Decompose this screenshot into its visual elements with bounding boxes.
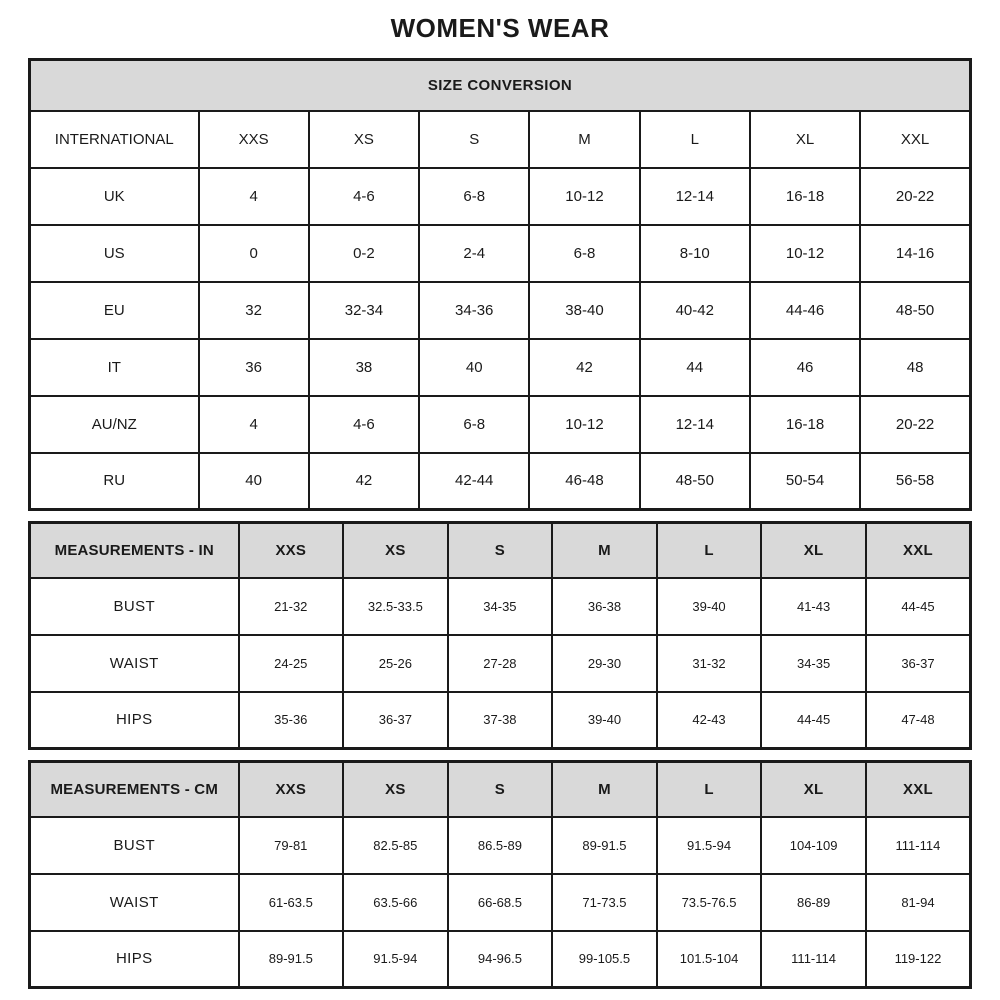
value-cell: 4-6 [309,168,419,225]
size-column-header: XL [761,523,866,578]
page-title: WOMEN'S WEAR [390,13,610,43]
value-cell: 42 [529,339,639,396]
value-cell: 46-48 [529,453,639,510]
size-column-header: XXS [199,111,309,168]
size-column-header: L [657,762,762,817]
value-cell: 89-91.5 [552,817,657,874]
table-row [30,874,971,931]
size-column-header: S [448,762,553,817]
size-column-header: XXS [239,523,344,578]
value-cell: 48-50 [640,453,750,510]
value-cell: 36-38 [552,578,657,635]
value-cell: 44-45 [761,692,866,749]
row-label: HIPS [30,692,239,749]
measurements-cm-header-row [30,762,971,817]
row-label: WAIST [30,635,239,692]
table-row [30,396,971,453]
row-label: UK [30,168,199,225]
value-cell: 48 [860,339,970,396]
value-cell: 36-37 [866,635,971,692]
value-cell: 91.5-94 [657,817,762,874]
value-cell: 86.5-89 [448,817,553,874]
table-row [30,931,971,988]
value-cell: 20-22 [860,396,970,453]
value-cell: 41-43 [761,578,866,635]
value-cell: 29-30 [552,635,657,692]
size-column-header: XXS [239,762,344,817]
size-column-header: XS [309,111,419,168]
size-column-header: XXL [860,111,970,168]
value-cell: 73.5-76.5 [657,874,762,931]
size-column-header: XXL [866,523,971,578]
value-cell: 63.5-66 [343,874,448,931]
value-cell: 42-43 [657,692,762,749]
value-cell: 4 [199,396,309,453]
size-column-header: M [552,523,657,578]
table-row [30,168,971,225]
value-cell: 12-14 [640,168,750,225]
value-cell: 20-22 [860,168,970,225]
value-cell: 79-81 [239,817,344,874]
value-cell: 44 [640,339,750,396]
size-column-header: XL [761,762,866,817]
value-cell: 32.5-33.5 [343,578,448,635]
value-cell: 86-89 [761,874,866,931]
value-cell: 38-40 [529,282,639,339]
value-cell: 36-37 [343,692,448,749]
value-cell: 0-2 [309,225,419,282]
value-cell: 40 [419,339,529,396]
value-cell: 32 [199,282,309,339]
size-column-header: M [552,762,657,817]
value-cell: 56-58 [860,453,970,510]
value-cell: 81-94 [866,874,971,931]
table-row [30,453,971,510]
size-column-header: XS [343,762,448,817]
value-cell: 36 [199,339,309,396]
size-column-header: L [657,523,762,578]
row-label-header: INTERNATIONAL [30,111,199,168]
value-cell: 46 [750,339,860,396]
value-cell: 101.5-104 [657,931,762,988]
measurements-in-table [28,521,972,750]
row-label: BUST [30,817,239,874]
value-cell: 27-28 [448,635,553,692]
value-cell: 34-35 [761,635,866,692]
size-column-header: XXL [866,762,971,817]
size-conversion-title-row [30,60,971,111]
value-cell: 21-32 [239,578,344,635]
size-column-header: XL [750,111,860,168]
row-label: WAIST [30,874,239,931]
value-cell: 66-68.5 [448,874,553,931]
value-cell: 89-91.5 [239,931,344,988]
value-cell: 44-46 [750,282,860,339]
value-cell: 35-36 [239,692,344,749]
table-row [30,282,971,339]
measurements-title: MEASUREMENTS - IN [30,523,239,578]
value-cell: 91.5-94 [343,931,448,988]
value-cell: 104-109 [761,817,866,874]
value-cell: 37-38 [448,692,553,749]
value-cell: 111-114 [761,931,866,988]
value-cell: 71-73.5 [552,874,657,931]
table-row [30,635,971,692]
value-cell: 42-44 [419,453,529,510]
size-column-header: S [448,523,553,578]
row-label: US [30,225,199,282]
table-row [30,225,971,282]
value-cell: 34-35 [448,578,553,635]
value-cell: 0 [199,225,309,282]
value-cell: 48-50 [860,282,970,339]
size-conversion-table [28,58,972,511]
value-cell: 10-12 [750,225,860,282]
value-cell: 32-34 [309,282,419,339]
measurements-cm-table [28,760,972,989]
value-cell: 12-14 [640,396,750,453]
value-cell: 6-8 [419,168,529,225]
value-cell: 6-8 [419,396,529,453]
value-cell: 6-8 [529,225,639,282]
table-row [30,692,971,749]
value-cell: 4-6 [309,396,419,453]
value-cell: 16-18 [750,168,860,225]
size-column-header: S [419,111,529,168]
value-cell: 10-12 [529,168,639,225]
measurements-in-header-row [30,523,971,578]
value-cell: 39-40 [552,692,657,749]
size-conversion-title: SIZE CONVERSION [30,60,971,111]
value-cell: 47-48 [866,692,971,749]
measurements-title: MEASUREMENTS - CM [30,762,239,817]
value-cell: 31-32 [657,635,762,692]
value-cell: 10-12 [529,396,639,453]
value-cell: 38 [309,339,419,396]
value-cell: 42 [309,453,419,510]
row-label: AU/NZ [30,396,199,453]
size-conversion-header-row [30,111,971,168]
table-row [30,817,971,874]
value-cell: 14-16 [860,225,970,282]
value-cell: 25-26 [343,635,448,692]
row-label: HIPS [30,931,239,988]
value-cell: 2-4 [419,225,529,282]
value-cell: 40-42 [640,282,750,339]
value-cell: 39-40 [657,578,762,635]
value-cell: 61-63.5 [239,874,344,931]
value-cell: 4 [199,168,309,225]
value-cell: 44-45 [866,578,971,635]
value-cell: 111-114 [866,817,971,874]
value-cell: 119-122 [866,931,971,988]
value-cell: 34-36 [419,282,529,339]
value-cell: 40 [199,453,309,510]
value-cell: 50-54 [750,453,860,510]
table-row [30,339,971,396]
value-cell: 8-10 [640,225,750,282]
size-column-header: XS [343,523,448,578]
row-label: RU [30,453,199,510]
row-label: IT [30,339,199,396]
row-label: EU [30,282,199,339]
table-row [30,578,971,635]
value-cell: 82.5-85 [343,817,448,874]
value-cell: 24-25 [239,635,344,692]
row-label: BUST [30,578,239,635]
value-cell: 94-96.5 [448,931,553,988]
value-cell: 99-105.5 [552,931,657,988]
size-column-header: M [529,111,639,168]
size-column-header: L [640,111,750,168]
value-cell: 16-18 [750,396,860,453]
